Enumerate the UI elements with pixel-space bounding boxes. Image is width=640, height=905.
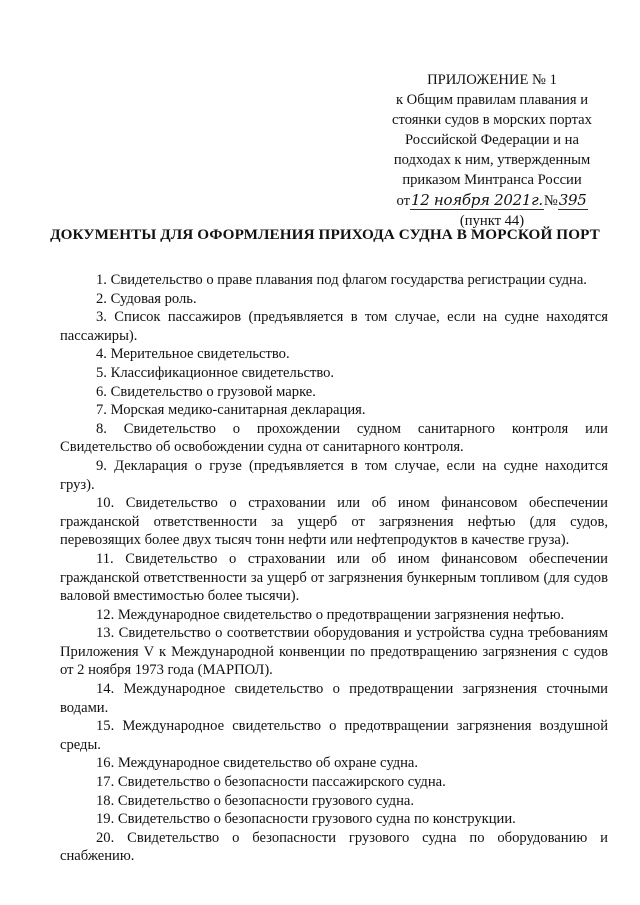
list-item: 2. Судовая роль. <box>96 290 197 307</box>
list-item: 8. Свидетельство о прохождении судном санитарного контроля или Свидетельство об освобождении судна от санитарного контроля. <box>60 420 608 456</box>
list-item: 7. Морская медико-санитарная декларация. <box>96 402 366 419</box>
appendix-block <box>372 70 612 231</box>
list-item: 14. Международное свидетельство о предотвращении загрязнения сточными водами. <box>60 681 608 716</box>
list-item: 17. Свидетельство о безопасности пассажирского судна. <box>96 774 446 791</box>
order-number-handwritten: 395 <box>558 191 587 209</box>
appendix-heading: ПРИЛОЖЕНИЕ № 1 <box>427 72 557 88</box>
document-title: ДОКУМЕНТЫ ДЛЯ ОФОРМЛЕНИЯ ПРИХОДА СУДНА В МОРСКОЙ ПОРТ <box>50 226 600 243</box>
appendix-line: стоянки судов в морских портах <box>392 112 592 128</box>
list-item: 6. Свидетельство о грузовой марке. <box>96 383 316 400</box>
order-prefix: от <box>396 193 410 209</box>
appendix-clause: (пункт 44) <box>459 213 525 229</box>
documents-list <box>60 271 608 866</box>
list-item: 12. Международное свидетельство о предотвращении загрязнения нефтью. <box>96 606 565 623</box>
list-item: 13. Свидетельство о соответствии оборудования и устройства судна требованиям Приложения V к Международной конвенции по предотвращению загрязнения с судов от 2 ноября 1973 года (МАРПОЛ). <box>60 625 608 679</box>
list-item: 3. Список пассажиров (предъявляется в том случае, если на судне находятся пассажиры). <box>60 309 608 344</box>
appendix-line: приказом Минтранса России <box>402 172 582 188</box>
list-item: 18. Свидетельство о безопасности грузового судна. <box>96 792 415 809</box>
list-item: 15. Международное свидетельство о предотвращении загрязнения воздушной среды. <box>60 718 608 753</box>
list-item: 11. Свидетельство о страховании или об ином финансовом обеспечении гражданской ответственности за ущерб от загрязнения бункерным топливом (для судов валовой вместимостью более тысячи). <box>60 550 608 605</box>
appendix-line: подходах к ним, утвержденным <box>393 152 591 168</box>
appendix-line: Российской Федерации и на <box>405 132 579 148</box>
order-number-prefix: № <box>543 193 558 209</box>
list-item: 16. Международное свидетельство об охране судна. <box>96 755 419 772</box>
list-item: 4. Мерительное свидетельство. <box>96 346 290 363</box>
order-date-handwritten: 12 ноября 2021г. <box>410 191 543 209</box>
list-item: 9. Декларация о грузе (предъявляется в том случае, если на судне находится груз). <box>60 457 608 493</box>
list-item: 10. Свидетельство о страховании или об ином финансовом обеспечении гражданской ответственности за ущерб от загрязнения нефтью (для судов, перевозящих более двух тысяч тонн нефти или нефтепродуктов в качестве груза). <box>60 495 608 549</box>
list-item: 20. Свидетельство о безопасности грузового судна по оборудованию и снабжению. <box>60 829 608 865</box>
list-item: 1. Свидетельство о праве плавания под флагом государства регистрации судна. <box>96 272 587 288</box>
list-item: 5. Классификационное свидетельство. <box>96 364 335 381</box>
appendix-line: к Общим правилам плавания и <box>395 92 589 108</box>
list-item: 19. Свидетельство о безопасности грузового судна по конструкции. <box>96 811 516 828</box>
order-line <box>372 190 612 211</box>
